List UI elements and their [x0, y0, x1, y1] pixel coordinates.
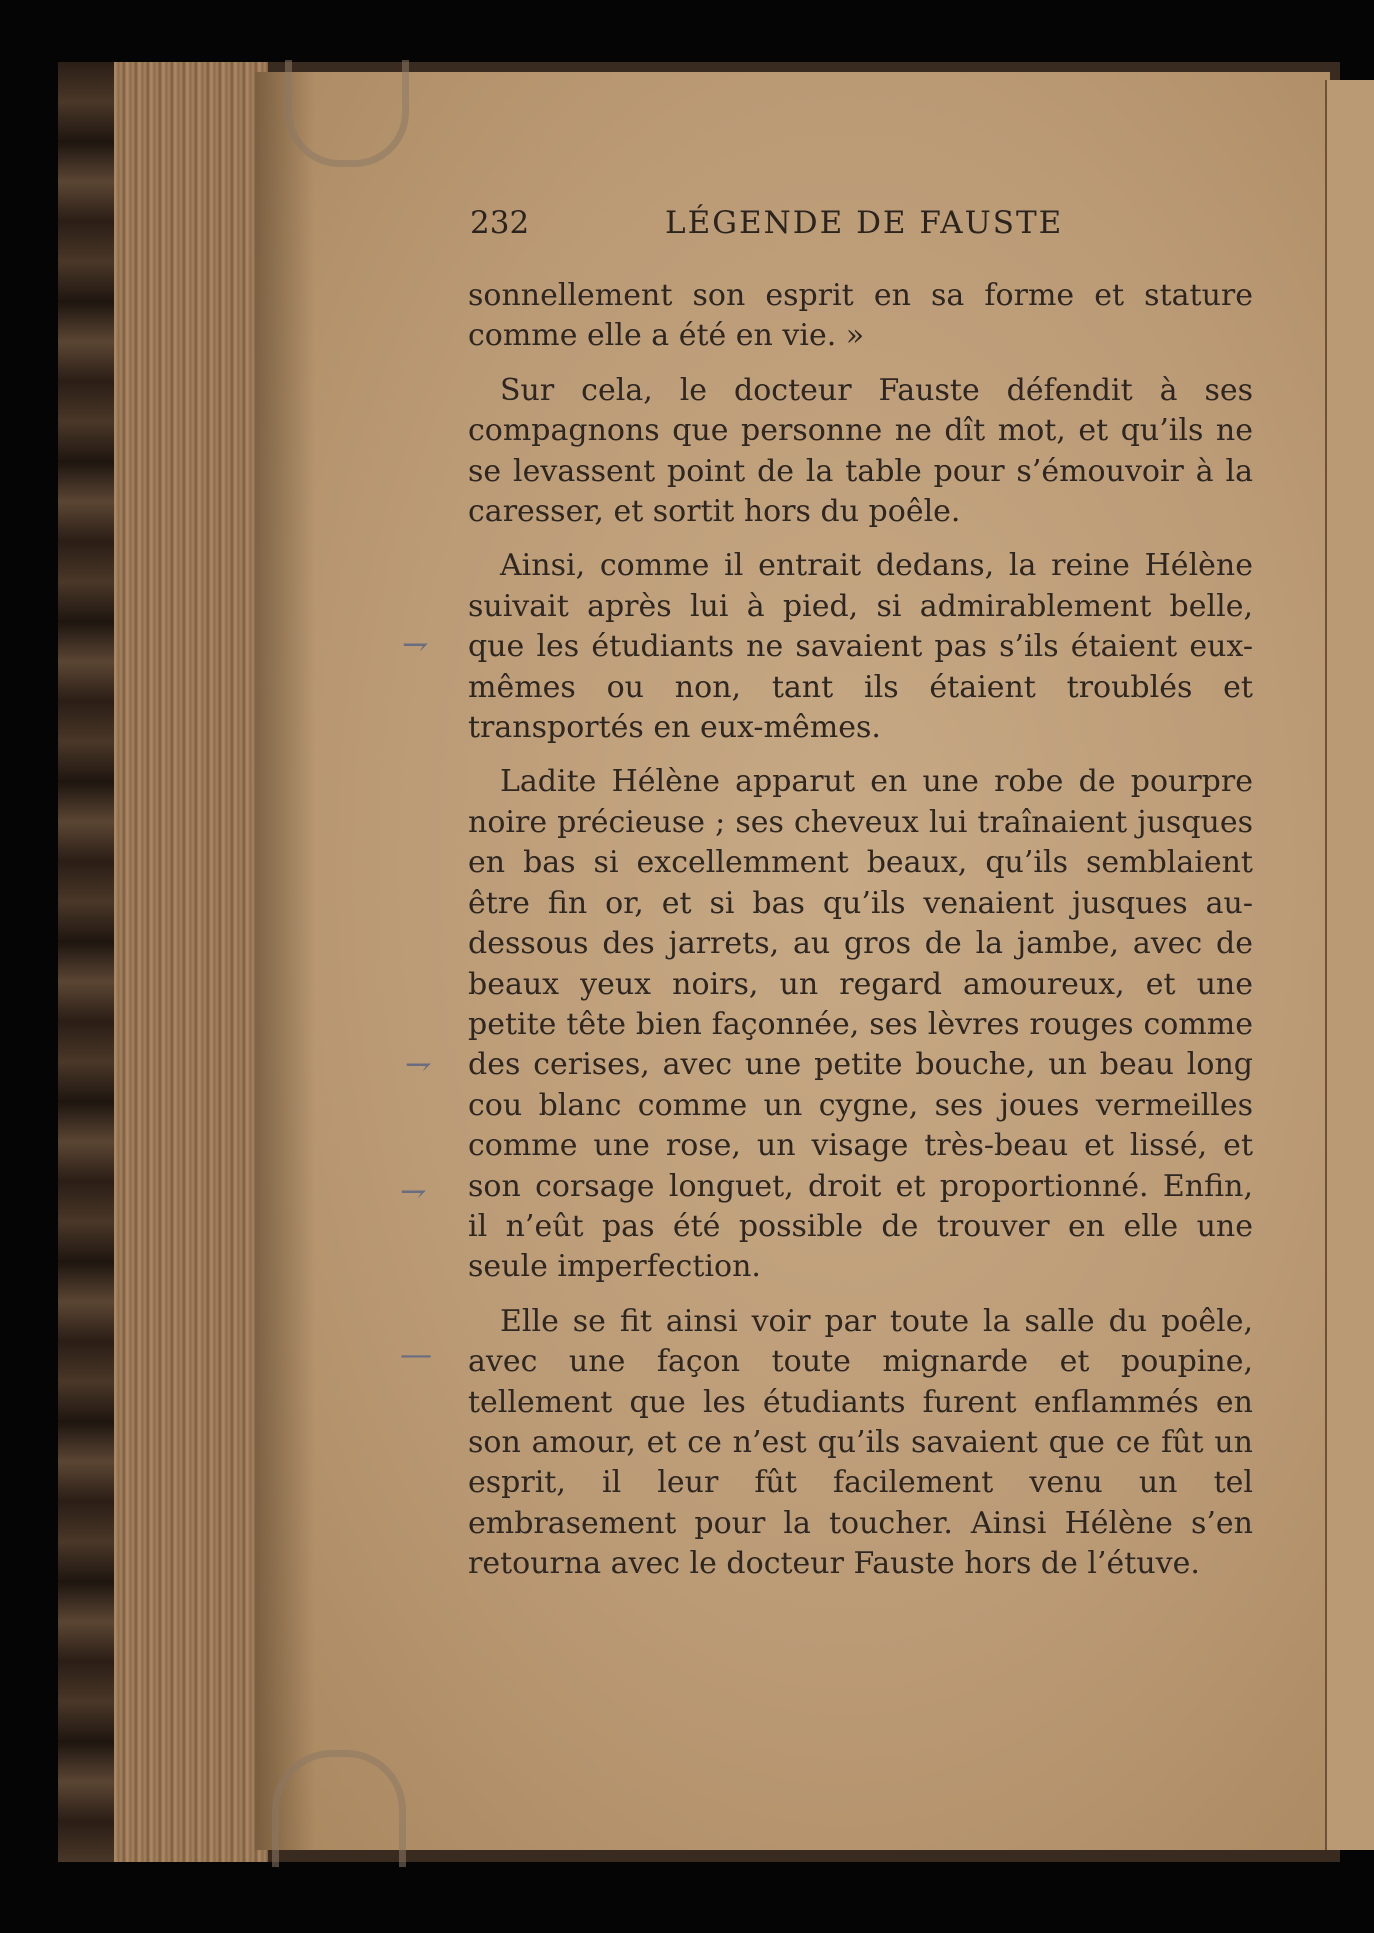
gutter-shadow: [255, 72, 315, 1850]
body-text: [468, 276, 1253, 1599]
page-clip-top: [285, 60, 409, 167]
pencil-mark-icon: ⇁: [402, 625, 429, 663]
paragraph: Elle se fit ainsi voir par toute la salle du poêle, avec une façon toute mignarde et poupine, tellement que les étudiants furent enflammés en son amour, et ce n’est qu’ils savaient que ce fût un esprit, il leur fût facilement venu un tel embrasement pour la toucher. Ainsi Hélène s’en retourna avec le docteur Fauste hors de l’étuve.: [468, 1303, 1253, 1582]
paragraph: sonnellement son esprit en sa forme et stature comme elle a été en vie. »: [468, 278, 1253, 354]
book-spine: [58, 62, 114, 1862]
pencil-mark-icon: ⇁: [405, 1045, 432, 1083]
running-title: LÉGENDE DE FAUSTE: [665, 205, 1064, 241]
page-number: 232: [470, 205, 530, 241]
page-clip-bottom: [272, 1750, 406, 1867]
pencil-mark-icon: —: [400, 1335, 432, 1373]
paragraph: Ladite Hélène apparut en une robe de pourpre noire précieuse ; ses cheveux lui traînaient jusques en bas si excellemment beaux, qu’ils semblaient être fin or, et si bas qu’ils venaient jusques au-dessous des jarrets, au gros de la jambe, avec de beaux yeux noirs, un regard amoureux, et une petite tête bien façonnée, ses lèvres rouges comme des cerises, avec une petite bouche, un beau long cou blanc comme un cygne, ses joues vermeilles comme une rose, un visage très-beau et lissé, et son corsage longuet, droit et proportionné. Enfin, il n’eût pas été possible de trouver en elle une seule imperfection.: [468, 764, 1253, 1285]
adjacent-page-edge: [1325, 80, 1374, 1850]
pencil-mark-icon: ⇁: [400, 1172, 427, 1210]
paragraph: Sur cela, le docteur Fauste défendit à ses compagnons que personne ne dît mot, et qu’ils ne se levassent point de la table pour s’émouvoir à la caresser, et sortit hors du poêle.: [468, 372, 1253, 530]
paragraph: Ainsi, comme il entrait dedans, la reine Hélène suivait après lui à pied, si admirablement belle, que les étudiants ne savaient pas s’ils étaient eux-mêmes ou non, tant ils étaient troublés et transportés en eux-mêmes.: [468, 548, 1253, 746]
